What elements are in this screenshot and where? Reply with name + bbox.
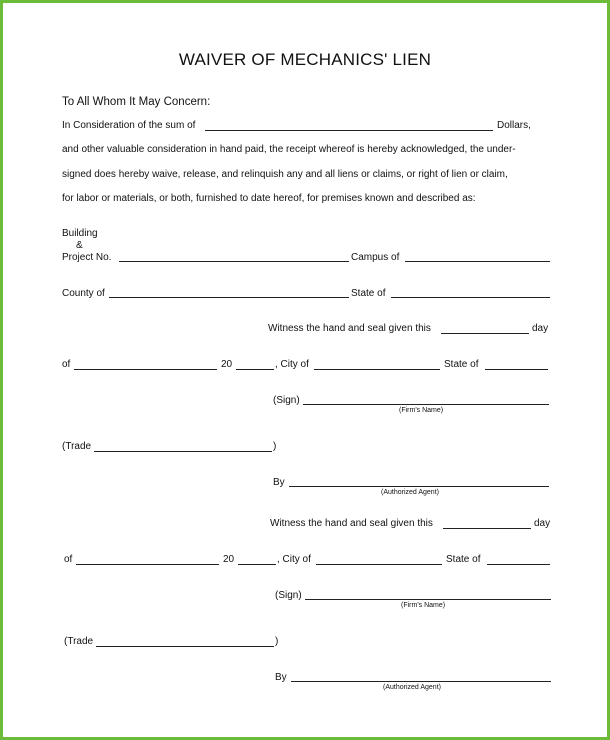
firm-name-caption: (Firm's Name) <box>401 602 446 609</box>
month-blank[interactable] <box>76 564 219 565</box>
city-label: , City of <box>277 554 311 565</box>
agent-blank[interactable] <box>289 486 549 487</box>
trade-blank[interactable] <box>96 646 274 647</box>
county-label: County of <box>62 288 105 299</box>
of-label: of <box>64 554 73 565</box>
trade-blank[interactable] <box>94 451 272 452</box>
day-label: day <box>534 518 551 529</box>
city-blank[interactable] <box>314 369 440 370</box>
project-label: Project No. <box>62 252 112 263</box>
year-label: 20 <box>221 359 233 370</box>
state-label: State of <box>351 288 386 299</box>
state-label: State of <box>446 554 481 565</box>
by-label: By <box>275 672 287 683</box>
trade-close: ) <box>275 636 279 647</box>
agent-caption: (Authorized Agent) <box>383 684 441 691</box>
building-label: Building <box>62 228 98 239</box>
trade-open: (Trade <box>62 441 92 452</box>
witness-text: Witness the hand and seal given this <box>268 323 431 334</box>
body-text-line: for labor or materials, or both, furnished to date hereof, for premises known and described as: <box>62 193 476 204</box>
witness-day-blank[interactable] <box>443 528 531 529</box>
sign-label: (Sign) <box>273 395 300 406</box>
year-blank[interactable] <box>238 564 276 565</box>
sum-blank[interactable] <box>205 130 493 131</box>
city-label: , City of <box>275 359 309 370</box>
sign-label: (Sign) <box>275 590 302 601</box>
firm-name-blank[interactable] <box>303 404 549 405</box>
body-text-line: signed does hereby waive, release, and relinquish any and all liens or claims, or right of lien or claim, <box>62 169 508 180</box>
state-label: State of <box>444 359 479 370</box>
trade-open: (Trade <box>64 636 94 647</box>
year-label: 20 <box>223 554 235 565</box>
document-title: WAIVER OF MECHANICS' LIEN <box>178 50 432 69</box>
state-blank[interactable] <box>391 297 550 298</box>
witness-day-blank[interactable] <box>441 333 529 334</box>
year-blank[interactable] <box>236 369 274 370</box>
day-label: day <box>532 323 549 334</box>
month-blank[interactable] <box>74 369 217 370</box>
county-blank[interactable] <box>109 297 349 298</box>
state-blank[interactable] <box>487 564 550 565</box>
by-label: By <box>273 477 285 488</box>
trade-close: ) <box>273 441 277 452</box>
city-blank[interactable] <box>316 564 442 565</box>
consideration-label: In Consideration of the sum of <box>62 120 196 131</box>
salutation: To All Whom It May Concern: <box>62 96 211 108</box>
agent-blank[interactable] <box>291 681 551 682</box>
campus-label: Campus of <box>351 252 400 263</box>
body-text-line: and other valuable consideration in hand paid, the receipt whereof is hereby acknowledged, the under- <box>62 144 516 155</box>
state-blank[interactable] <box>485 369 548 370</box>
firm-name-caption: (Firm's Name) <box>399 407 444 414</box>
witness-text: Witness the hand and seal given this <box>270 518 433 529</box>
agent-caption: (Authorized Agent) <box>381 489 439 496</box>
project-blank[interactable] <box>119 261 349 262</box>
ampersand-label: & <box>76 240 83 251</box>
campus-blank[interactable] <box>405 261 550 262</box>
dollars-label: Dollars, <box>497 120 531 131</box>
of-label: of <box>62 359 71 370</box>
firm-name-blank[interactable] <box>305 599 551 600</box>
